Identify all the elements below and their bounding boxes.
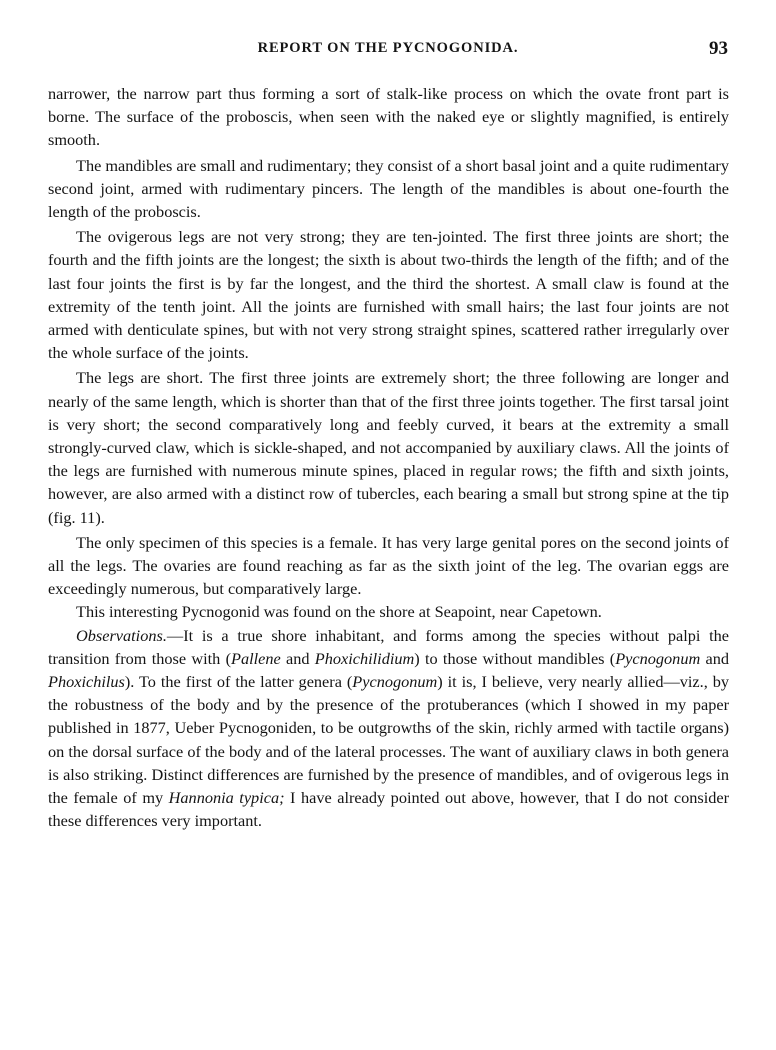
genus-phoxichilidium: Phoxichilidium	[314, 648, 415, 668]
page-number: 93	[709, 38, 728, 59]
genus-pycnogonum: Pycnogonum	[615, 648, 701, 668]
paragraph-locality: This interesting Pycnogonid was found on the shore at Seapoint, near Capetown.	[76, 602, 602, 622]
genus-phoxichilus: Phoxichilus	[48, 672, 125, 692]
species-hannonia-typica: Hannonia typica;	[168, 788, 285, 808]
genus-pycnogonum-2: Pycnogonum	[352, 672, 438, 692]
observations-text-7: I have already pointed out above, however, that I do not consider these differences very important.	[48, 788, 730, 831]
body-text	[48, 82, 729, 833]
page-header	[48, 40, 728, 64]
paragraph-proboscis-continued: narrower, the narrow part thus forming a sort of stalk-like process on which the ovate front part is borne. The surface of the proboscis, when seen with the naked eye or slightly magnified, is entirely smooth.	[48, 84, 729, 150]
paragraph-legs: The legs are short. The first three joints are extremely short; the three following are longer and nearly of the same length, which is shorter than that of the first three joints together. The first tarsal joint is very short; the second comparatively long and feebly curved, it bears at the extremity a small strongly-curved claw, which is sickle-shaped, and not accompanied by auxiliary claws. All the joints of the legs are furnished with numerous minute spines, placed in regular rows; the fifth and sixth joints, however, are also armed with a distinct row of tubercles, each bearing a small but strong spine at the tip (fig. 11).	[48, 368, 729, 527]
running-title: REPORT ON THE PYCNOGONIDA.	[257, 40, 519, 56]
paragraph-specimen: The only specimen of this species is a female. It has very large genital pores on the second joints of all the legs. The ovaries are found reaching as far as the sixth joint of the leg. The ovarian eggs are exceedingly numerous, but comparatively large.	[48, 532, 729, 599]
paragraph-ovigerous-legs: The ovigerous legs are not very strong; they are ten-jointed. The first three joints are short; the fourth and the fifth joints are the longest; the sixth is about two-thirds the length of the fifth; and of the last four joints the first is by far the longest, and the third the shortest. A small claw is found at the extremity of the tenth joint. All the joints are furnished with small hairs; the last four joints are not armed with denticulate spines, but with not very strong straight spines, scattered rather irregularly over the whole surface of the joints.	[48, 227, 729, 363]
observations-text-1: —It is a true shore inhabitant, and forms among the species without palpi the transition from those with (	[48, 625, 729, 668]
observations-text-5: ). To the first of the latter genera (	[124, 672, 353, 692]
paragraph-observations	[48, 624, 729, 833]
paragraph-mandibles: The mandibles are small and rudimentary; they consist of a short basal joint and a quite rudimentary second joint, armed with rudimentary pincers. The length of the mandibles is about one-fourth the length of the proboscis.	[48, 155, 729, 222]
observations-text-3: ) to those without mandibles (	[414, 648, 616, 668]
observations-text-6: ) it is, I believe, very nearly allied—viz., by the robustness of the body and by the presence of the protuberances (which I showed in my paper published in 1877, Ueber Pycnogoniden, to be outgrowths of the skin, richly armed with tactile organs) on the dorsal surface of the body and of the lateral processes. The want of auxiliary claws in both genera is also striking. Distinct differences are furnished by the presence of mandibles, and of ovigerous legs in the female of my	[48, 672, 730, 808]
observations-heading: Observations.	[76, 625, 167, 645]
genus-pallene: Pallene	[231, 648, 281, 668]
observations-text-2: and	[280, 648, 315, 668]
observations-text-4: and	[700, 648, 730, 668]
